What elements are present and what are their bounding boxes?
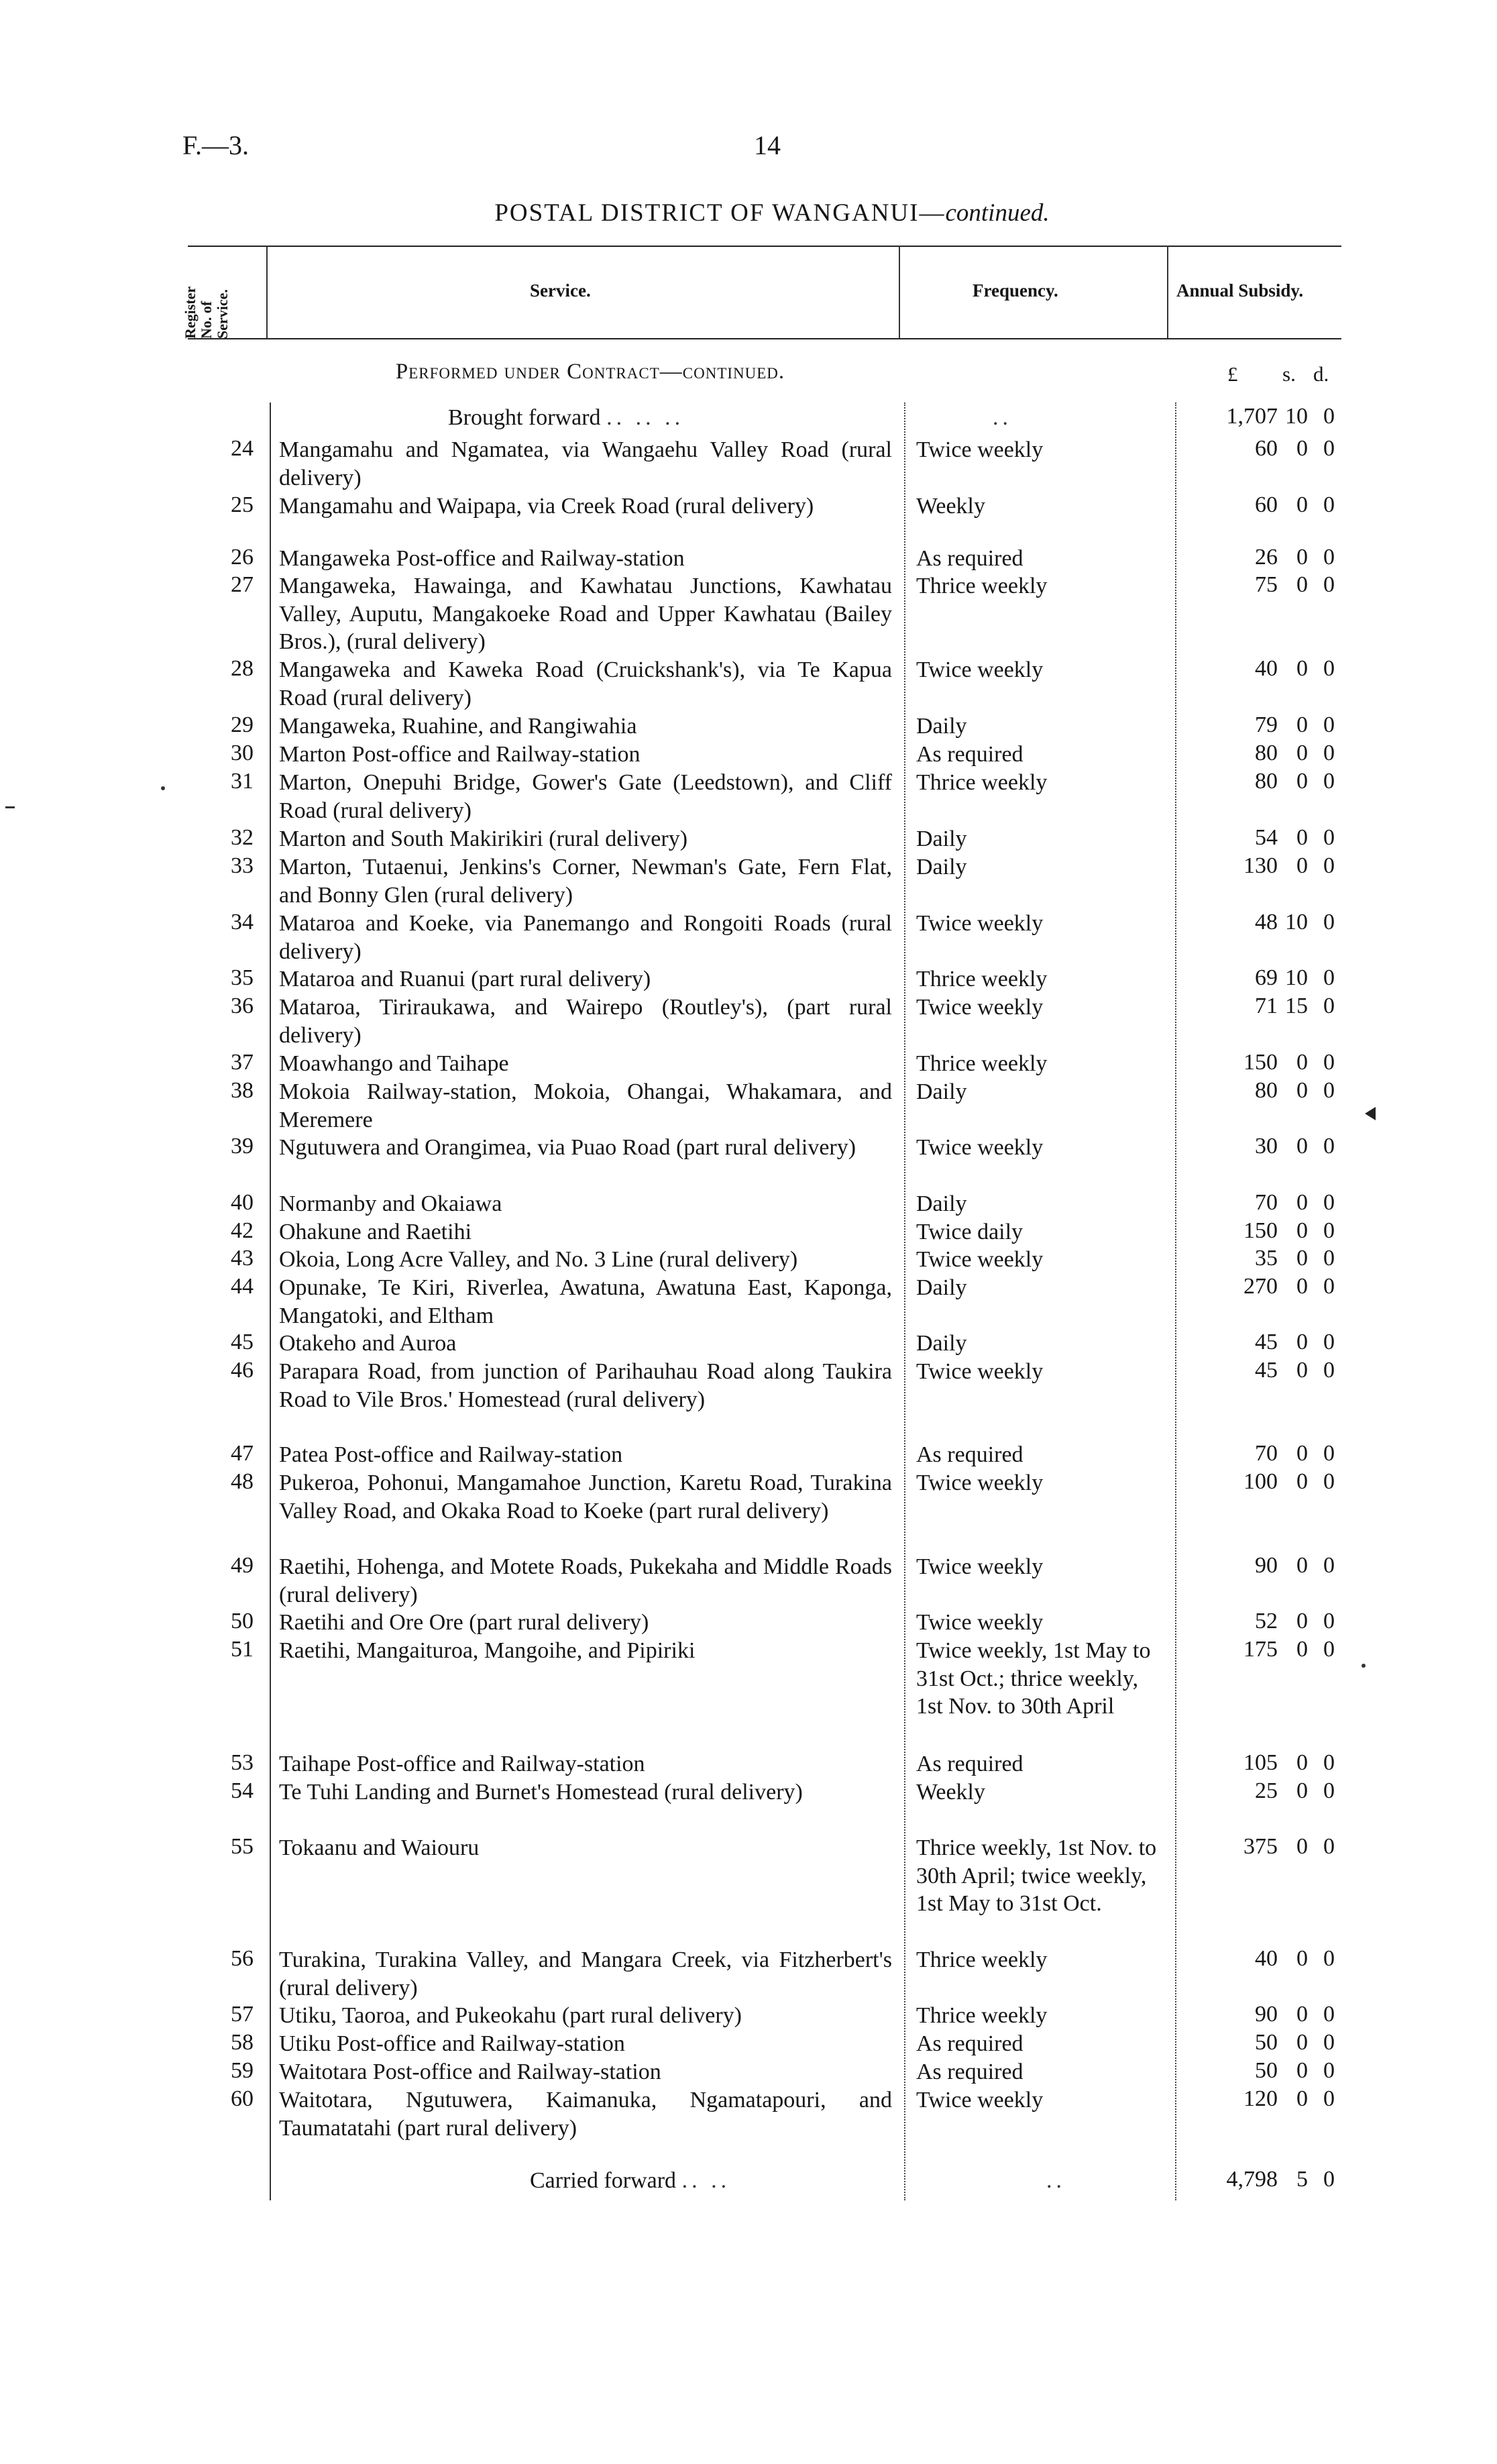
subsidy-pence: 0 xyxy=(1323,2086,1335,2111)
subsidy-shillings: 0 xyxy=(1296,1441,1308,1466)
col-rule-body-amt xyxy=(1175,403,1176,2200)
subsidy-pounds: 50 xyxy=(1255,2030,1278,2055)
subsidy-shillings: 10 xyxy=(1285,910,1308,934)
unit-shillings: s. xyxy=(1282,362,1296,386)
subsidy-pounds: 71 xyxy=(1255,994,1278,1018)
frequency-cell: As required xyxy=(916,1442,1023,1467)
subsidy-pence: 0 xyxy=(1323,965,1335,990)
frequency-cell: As required xyxy=(916,2031,1023,2056)
frequency-cell: Daily xyxy=(916,1275,967,1300)
subsidy-pounds: 48 xyxy=(1255,910,1278,934)
margin-dot xyxy=(161,786,165,790)
subsidy-pounds: 45 xyxy=(1255,1358,1278,1383)
subsidy-pence: 0 xyxy=(1323,1750,1335,1775)
subsidy-shillings: 0 xyxy=(1296,656,1308,681)
frequency-cell: Twice weekly xyxy=(916,1247,1044,1272)
register-number: 40 xyxy=(231,1190,254,1215)
service-description: Okoia, Long Acre Valley, and No. 3 Line (rural delivery) xyxy=(279,1247,798,1272)
subsidy-header: Annual Subsidy. xyxy=(1176,280,1304,301)
frequency-cell: Twice weekly xyxy=(916,2088,1044,2112)
service-description: Moawhango and Taihape xyxy=(279,1051,509,1076)
subsidy-shillings: 10 xyxy=(1285,965,1308,990)
service-description: Mangaweka and Kaweka Road (Cruickshank's), via Te Kapua Road (rural delivery) xyxy=(279,657,892,710)
service-description: Pukeroa, Pohonui, Mangamahoe Junction, Karetu Road, Turakina Valley Road, and Okaka Road to Koeke (part rural delivery) xyxy=(279,1470,892,1523)
subsidy-pounds: 70 xyxy=(1255,1190,1278,1215)
frequency-cell: Daily xyxy=(916,826,967,851)
subsidy-pence: 0 xyxy=(1323,910,1335,934)
subsidy-pence: 0 xyxy=(1323,1553,1335,1578)
register-number: 31 xyxy=(231,769,254,794)
subsidy-pence: 0 xyxy=(1323,769,1335,794)
subsidy-pounds: 80 xyxy=(1255,741,1278,765)
subsidy-shillings: 0 xyxy=(1296,1358,1308,1383)
subsidy-shillings: 0 xyxy=(1296,572,1308,597)
subsidy-pounds: 70 xyxy=(1255,1441,1278,1466)
brought-forward-pence: 0 xyxy=(1323,404,1335,429)
subsidy-shillings: 0 xyxy=(1296,1274,1308,1299)
section-heading: Performed under Contract—continued. xyxy=(395,360,785,384)
subsidy-shillings: 0 xyxy=(1296,1946,1308,1971)
page-number: 14 xyxy=(754,130,781,160)
subsidy-shillings: 0 xyxy=(1296,2058,1308,2083)
subsidy-pence: 0 xyxy=(1323,1134,1335,1159)
subsidy-shillings: 0 xyxy=(1296,1834,1308,1859)
subsidy-pounds: 30 xyxy=(1255,1134,1278,1159)
subsidy-shillings: 0 xyxy=(1296,1330,1308,1354)
subsidy-shillings: 0 xyxy=(1296,2086,1308,2111)
service-description: Mangaweka, Ruahine, and Rangiwahia xyxy=(279,714,637,739)
frequency-cell: Thrice weekly xyxy=(916,1947,1048,1972)
subsidy-pence: 0 xyxy=(1323,1050,1335,1075)
subsidy-pounds: 105 xyxy=(1243,1750,1278,1775)
subsidy-pounds: 130 xyxy=(1243,853,1278,878)
register-number: 35 xyxy=(231,965,254,990)
frequency-cell: Twice weekly xyxy=(916,1470,1044,1495)
subsidy-pounds: 50 xyxy=(1255,2058,1278,2083)
subsidy-pence: 0 xyxy=(1323,2030,1335,2055)
subsidy-pounds: 40 xyxy=(1255,656,1278,681)
service-description: Raetihi, Hohenga, and Motete Roads, Pukekaha and Middle Roads (rural delivery) xyxy=(279,1554,892,1607)
subsidy-pounds: 69 xyxy=(1255,965,1278,990)
frequency-cell: Daily xyxy=(916,1331,967,1356)
subsidy-pounds: 120 xyxy=(1243,2086,1278,2111)
service-description: Marton and South Makirikiri (rural delivery) xyxy=(279,826,688,851)
subsidy-shillings: 0 xyxy=(1296,1609,1308,1633)
service-description: Te Tuhi Landing and Burnet's Homestead (rural delivery) xyxy=(279,1780,803,1805)
subsidy-pounds: 60 xyxy=(1255,436,1278,461)
subsidy-pence: 0 xyxy=(1323,741,1335,765)
frequency-cell: Thrice weekly xyxy=(916,2003,1048,2028)
subsidy-pounds: 150 xyxy=(1243,1218,1278,1243)
subsidy-pence: 0 xyxy=(1323,1637,1335,1662)
register-number: 51 xyxy=(231,1637,254,1662)
subsidy-pence: 0 xyxy=(1323,2002,1335,2027)
subsidy-shillings: 0 xyxy=(1296,436,1308,461)
subsidy-pounds: 60 xyxy=(1255,492,1278,517)
register-number: 34 xyxy=(231,910,254,934)
subsidy-shillings: 0 xyxy=(1296,1218,1308,1243)
subsidy-pounds: 45 xyxy=(1255,1330,1278,1354)
subsidy-pounds: 80 xyxy=(1255,1078,1278,1103)
col-rule-register xyxy=(266,246,268,338)
subsidy-pounds: 90 xyxy=(1255,1553,1278,1578)
register-number: 50 xyxy=(231,1609,254,1633)
frequency-cell: Thrice weekly xyxy=(916,574,1048,598)
brought-forward-pounds: 1,707 xyxy=(1226,404,1278,429)
register-number: 59 xyxy=(231,2058,254,2083)
frequency-cell: Twice weekly xyxy=(916,1359,1044,1384)
subsidy-pounds: 25 xyxy=(1255,1778,1278,1803)
register-number: 56 xyxy=(231,1946,254,1971)
register-number: 24 xyxy=(231,436,254,461)
subsidy-pounds: 75 xyxy=(1255,572,1278,597)
subsidy-pence: 0 xyxy=(1323,1078,1335,1103)
subsidy-shillings: 0 xyxy=(1296,1469,1308,1494)
subsidy-pounds: 26 xyxy=(1255,545,1278,570)
service-description: Raetihi, Mangaituroa, Mangoihe, and Pipiriki xyxy=(279,1638,696,1663)
frequency-cell: Thrice weekly, 1st Nov. to 30th April; twice weekly, 1st May to 31st Oct. xyxy=(916,1835,1157,1917)
subsidy-pence: 0 xyxy=(1323,1246,1335,1271)
service-description: Otakeho and Auroa xyxy=(279,1331,457,1356)
margin-arrow xyxy=(1365,1107,1376,1120)
register-number: 33 xyxy=(231,853,254,878)
service-description: Opunake, Te Kiri, Riverlea, Awatuna, Awatuna East, Kaponga, Mangatoki, and Eltham xyxy=(279,1275,892,1328)
subsidy-pence: 0 xyxy=(1323,545,1335,570)
subsidy-shillings: 0 xyxy=(1296,545,1308,570)
brought-forward-leader: .. xyxy=(993,405,1012,430)
subsidy-pounds: 90 xyxy=(1255,2002,1278,2027)
subsidy-pence: 0 xyxy=(1323,712,1335,737)
subsidy-pence: 0 xyxy=(1323,436,1335,461)
service-description: Utiku, Taoroa, and Pukeokahu (part rural delivery) xyxy=(279,2003,742,2028)
frequency-cell: Thrice weekly xyxy=(916,770,1048,795)
frequency-header: Frequency. xyxy=(973,280,1058,301)
subsidy-shillings: 0 xyxy=(1296,1553,1308,1578)
service-description: Mataroa and Ruanui (part rural delivery) xyxy=(279,967,651,992)
subsidy-pounds: 270 xyxy=(1243,1274,1278,1299)
frequency-cell: Twice weekly xyxy=(916,1135,1044,1160)
frequency-cell: Twice weekly xyxy=(916,437,1044,462)
subsidy-shillings: 0 xyxy=(1296,853,1308,878)
subsidy-shillings: 0 xyxy=(1296,1246,1308,1271)
subsidy-pounds: 40 xyxy=(1255,1946,1278,1971)
service-description: Normanby and Okaiawa xyxy=(279,1191,502,1216)
carried-forward-shillings: 5 xyxy=(1296,2167,1308,2192)
frequency-cell: Thrice weekly xyxy=(916,1051,1048,1076)
subsidy-shillings: 0 xyxy=(1296,1078,1308,1103)
register-number: 38 xyxy=(231,1078,254,1103)
register-number: 58 xyxy=(231,2030,254,2055)
frequency-cell: Twice weekly xyxy=(916,657,1044,682)
subsidy-pence: 0 xyxy=(1323,656,1335,681)
subsidy-shillings: 0 xyxy=(1296,712,1308,737)
col-rule-body-left xyxy=(270,403,271,2200)
register-header: Register No. of Service. xyxy=(182,286,231,339)
page-title xyxy=(0,199,1497,227)
col-rule-body-freq xyxy=(904,403,905,2200)
service-description: Patea Post-office and Railway-station xyxy=(279,1442,623,1467)
service-description: Tokaanu and Waiouru xyxy=(279,1835,480,1860)
service-description: Marton, Onepuhi Bridge, Gower's Gate (Leedstown), and Cliff Road (rural delivery) xyxy=(279,770,892,823)
col-rule-frequency-head xyxy=(1167,246,1168,338)
register-number: 32 xyxy=(231,825,254,850)
register-number: 37 xyxy=(231,1050,254,1075)
frequency-cell: Daily xyxy=(916,855,967,879)
title-suffix: continued. xyxy=(945,199,1050,227)
subsidy-shillings: 0 xyxy=(1296,492,1308,517)
register-number: 26 xyxy=(231,545,254,570)
subsidy-pence: 0 xyxy=(1323,853,1335,878)
subsidy-shillings: 0 xyxy=(1296,1134,1308,1159)
register-number: 28 xyxy=(231,656,254,681)
register-number: 46 xyxy=(231,1358,254,1383)
subsidy-pence: 0 xyxy=(1323,1441,1335,1466)
service-description: Mangamahu and Waipapa, via Creek Road (rural delivery) xyxy=(279,494,814,519)
subsidy-pence: 0 xyxy=(1323,1218,1335,1243)
service-description: Turakina, Turakina Valley, and Mangara Creek, via Fitzherbert's (rural delivery) xyxy=(279,1947,892,2000)
frequency-cell: Weekly xyxy=(916,1780,985,1805)
subsidy-pence: 0 xyxy=(1323,1274,1335,1299)
subsidy-shillings: 0 xyxy=(1296,1050,1308,1075)
service-description: Waitotara, Ngutuwera, Kaimanuka, Ngamatapouri, and Taumatatahi (part rural delivery) xyxy=(279,2088,892,2141)
subsidy-pounds: 375 xyxy=(1243,1834,1278,1859)
register-number: 53 xyxy=(231,1750,254,1775)
frequency-cell: As required xyxy=(916,2059,1023,2084)
subsidy-shillings: 0 xyxy=(1296,2002,1308,2027)
subsidy-pounds: 54 xyxy=(1255,825,1278,850)
subsidy-pence: 0 xyxy=(1323,492,1335,517)
subsidy-shillings: 0 xyxy=(1296,1637,1308,1662)
unit-pounds: £ xyxy=(1227,362,1238,386)
subsidy-shillings: 15 xyxy=(1285,994,1308,1018)
subsidy-pence: 0 xyxy=(1323,1609,1335,1633)
subsidy-shillings: 0 xyxy=(1296,1750,1308,1775)
register-number: 54 xyxy=(231,1778,254,1803)
subsidy-shillings: 0 xyxy=(1296,1190,1308,1215)
register-number: 48 xyxy=(231,1469,254,1494)
frequency-cell: Twice daily xyxy=(916,1220,1023,1244)
subsidy-shillings: 0 xyxy=(1296,769,1308,794)
service-description: Marton Post-office and Railway-station xyxy=(279,742,641,767)
brought-forward-label: Brought forward .. .. .. xyxy=(448,405,685,430)
register-number: 30 xyxy=(231,741,254,765)
carried-forward-label: Carried forward .. .. xyxy=(530,2168,731,2193)
subsidy-shillings: 0 xyxy=(1296,2030,1308,2055)
subsidy-pounds: 175 xyxy=(1243,1637,1278,1662)
subsidy-shillings: 0 xyxy=(1296,1778,1308,1803)
subsidy-pounds: 79 xyxy=(1255,712,1278,737)
frequency-cell: Daily xyxy=(916,1191,967,1216)
service-description: Utiku Post-office and Railway-station xyxy=(279,2031,625,2056)
service-description: Ohakune and Raetihi xyxy=(279,1220,472,1244)
frequency-cell: Daily xyxy=(916,714,967,739)
col-rule-service-head xyxy=(899,246,900,338)
register-number: 39 xyxy=(231,1134,254,1159)
service-header: Service. xyxy=(530,280,591,301)
register-number: 27 xyxy=(231,572,254,597)
register-number: 57 xyxy=(231,2002,254,2027)
subsidy-pounds: 80 xyxy=(1255,769,1278,794)
subsidy-pounds: 150 xyxy=(1243,1050,1278,1075)
subsidy-pence: 0 xyxy=(1323,1778,1335,1803)
subsidy-pence: 0 xyxy=(1323,994,1335,1018)
subsidy-pence: 0 xyxy=(1323,1834,1335,1859)
header-bottom-rule xyxy=(188,338,1341,339)
subsidy-pence: 0 xyxy=(1323,572,1335,597)
service-description: Waitotara Post-office and Railway-station xyxy=(279,2059,661,2084)
register-number: 55 xyxy=(231,1834,254,1859)
page-code: F.—3. xyxy=(182,130,249,160)
frequency-cell: Twice weekly xyxy=(916,995,1044,1020)
register-number: 45 xyxy=(231,1330,254,1354)
brought-forward-shillings: 10 xyxy=(1285,404,1308,429)
carried-forward-leader: .. xyxy=(1046,2168,1066,2193)
service-description: Mokoia Railway-station, Mokoia, Ohangai, Whakamara, and Meremere xyxy=(279,1079,892,1132)
subsidy-pence: 0 xyxy=(1323,1946,1335,1971)
carried-forward-pounds: 4,798 xyxy=(1226,2167,1278,2192)
unit-pence: d. xyxy=(1313,362,1329,386)
subsidy-pounds: 35 xyxy=(1255,1246,1278,1271)
subsidy-pounds: 52 xyxy=(1255,1609,1278,1633)
service-description: Parapara Road, from junction of Parihauhau Road along Taukira Road to Vile Bros.' Homestead (rural delivery) xyxy=(279,1359,892,1412)
frequency-cell: As required xyxy=(916,546,1023,571)
subsidy-pence: 0 xyxy=(1323,1358,1335,1383)
subsidy-pence: 0 xyxy=(1323,1190,1335,1215)
subsidy-shillings: 0 xyxy=(1296,741,1308,765)
service-description: Ngutuwera and Orangimea, via Puao Road (part rural delivery) xyxy=(279,1135,856,1160)
register-number: 43 xyxy=(231,1246,254,1271)
frequency-cell: Daily xyxy=(916,1079,967,1104)
frequency-cell: Weekly xyxy=(916,494,985,519)
register-number: 44 xyxy=(231,1274,254,1299)
carried-forward-pence: 0 xyxy=(1323,2167,1335,2192)
subsidy-pence: 0 xyxy=(1323,825,1335,850)
subsidy-pence: 0 xyxy=(1323,2058,1335,2083)
frequency-cell: Twice weekly xyxy=(916,911,1044,936)
frequency-cell: Twice weekly xyxy=(916,1610,1044,1635)
subsidy-pounds: 100 xyxy=(1243,1469,1278,1494)
frequency-cell: As required xyxy=(916,742,1023,767)
service-description: Mangaweka, Hawainga, and Kawhatau Junctions, Kawhatau Valley, Auputu, Mangakoeke Road and Upper Kawhatau (Bailey Bros.), (rural delivery) xyxy=(279,574,892,655)
subsidy-shillings: 0 xyxy=(1296,825,1308,850)
service-description: Taihape Post-office and Railway-station xyxy=(279,1752,645,1776)
register-number: 29 xyxy=(231,712,254,737)
title-main: POSTAL DISTRICT OF WANGANUI— xyxy=(494,199,946,227)
service-description: Mangaweka Post-office and Railway-station xyxy=(279,546,685,571)
service-description: Mangamahu and Ngamatea, via Wangaehu Valley Road (rural delivery) xyxy=(279,437,892,490)
margin-tick xyxy=(5,806,15,808)
frequency-cell: As required xyxy=(916,1752,1023,1776)
register-number: 25 xyxy=(231,492,254,517)
subsidy-pence: 0 xyxy=(1323,1330,1335,1354)
frequency-cell: Twice weekly xyxy=(916,1554,1044,1579)
frequency-cell: Thrice weekly xyxy=(916,967,1048,992)
header-top-rule xyxy=(188,246,1341,247)
register-number: 49 xyxy=(231,1553,254,1578)
service-description: Marton, Tutaenui, Jenkins's Corner, Newman's Gate, Fern Flat, and Bonny Glen (rural delivery) xyxy=(279,855,892,908)
margin-dot xyxy=(1362,1664,1366,1668)
register-number: 36 xyxy=(231,994,254,1018)
register-number: 60 xyxy=(231,2086,254,2111)
service-description: Mataroa and Koeke, via Panemango and Rongoiti Roads (rural delivery) xyxy=(279,911,892,964)
service-description: Mataroa, Tiriraukawa, and Wairepo (Routley's), (part rural delivery) xyxy=(279,995,892,1048)
register-number: 42 xyxy=(231,1218,254,1243)
frequency-cell: Twice weekly, 1st May to 31st Oct.; thrice weekly, 1st Nov. to 30th April xyxy=(916,1638,1151,1719)
register-number: 47 xyxy=(231,1441,254,1466)
service-description: Raetihi and Ore Ore (part rural delivery) xyxy=(279,1610,649,1635)
subsidy-pence: 0 xyxy=(1323,1469,1335,1494)
